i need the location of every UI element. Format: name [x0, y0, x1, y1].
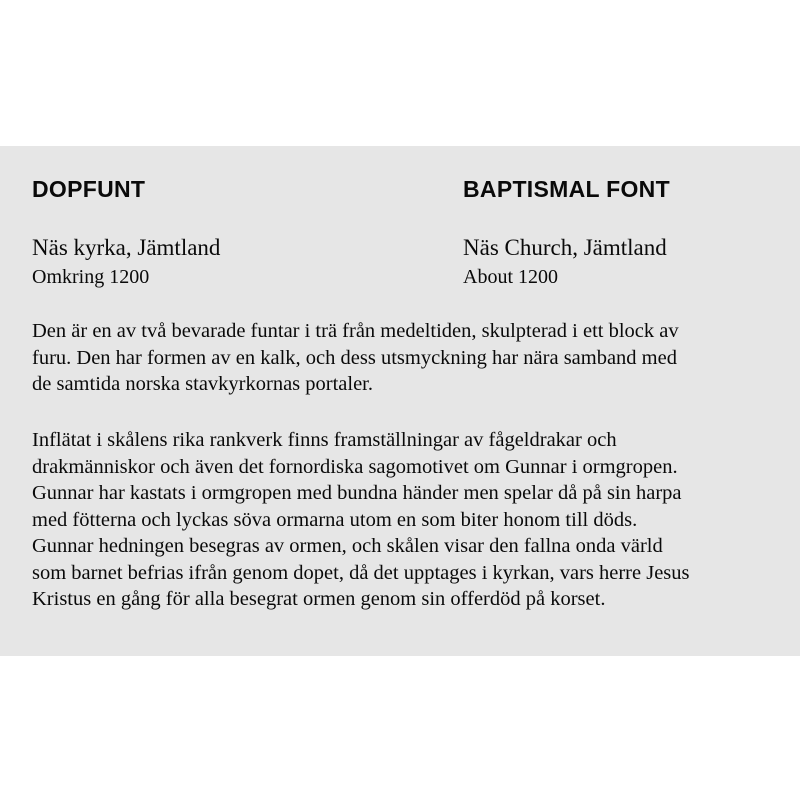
- description-paragraph-2: [32, 427, 792, 613]
- swedish-location: Näs kyrka, Jämtland: [32, 235, 221, 260]
- paragraph-line: Inflätat i skålens rika rankverk finns framställningar av fågeldrakar och: [32, 429, 617, 451]
- paragraph-line: de samtida norska stavkyrkornas portaler.: [32, 373, 374, 395]
- paragraph-line: Gunnar hedningen besegras av ormen, och skålen visar den fallna onda värld: [32, 535, 663, 557]
- swedish-title: DOPFUNT: [32, 176, 146, 202]
- museum-label-card: [0, 146, 800, 656]
- english-location: Näs Church, Jämtland: [463, 235, 667, 260]
- paragraph-line: Den är en av två bevarade funtar i trä från medeltiden, skulpterad i ett block av: [32, 320, 679, 342]
- swedish-date: Omkring 1200: [32, 266, 150, 288]
- paragraph-line: Gunnar har kastats i ormgropen med bundna händer men spelar då på sin harpa: [32, 482, 682, 504]
- english-date: About 1200: [463, 266, 558, 288]
- paragraph-line: med fötterna och lyckas söva ormarna utom en som biter honom till döds.: [32, 508, 638, 531]
- paragraph-line: Kristus en gång för alla besegrat ormen genom sin offerdöd på korset.: [32, 588, 606, 610]
- english-title: BAPTISMAL FONT: [463, 176, 670, 202]
- description-paragraph-1: [32, 318, 792, 398]
- paragraph-line: som barnet befrias ifrån genom dopet, då det upptages i kyrkan, vars herre Jesus: [32, 561, 690, 584]
- paragraph-line: furu. Den har formen av en kalk, och dess utsmyckning har nära samband med: [32, 346, 677, 369]
- paragraph-line: drakmänniskor och även det fornordiska sagomotivet om Gunnar i ormgropen.: [32, 455, 678, 478]
